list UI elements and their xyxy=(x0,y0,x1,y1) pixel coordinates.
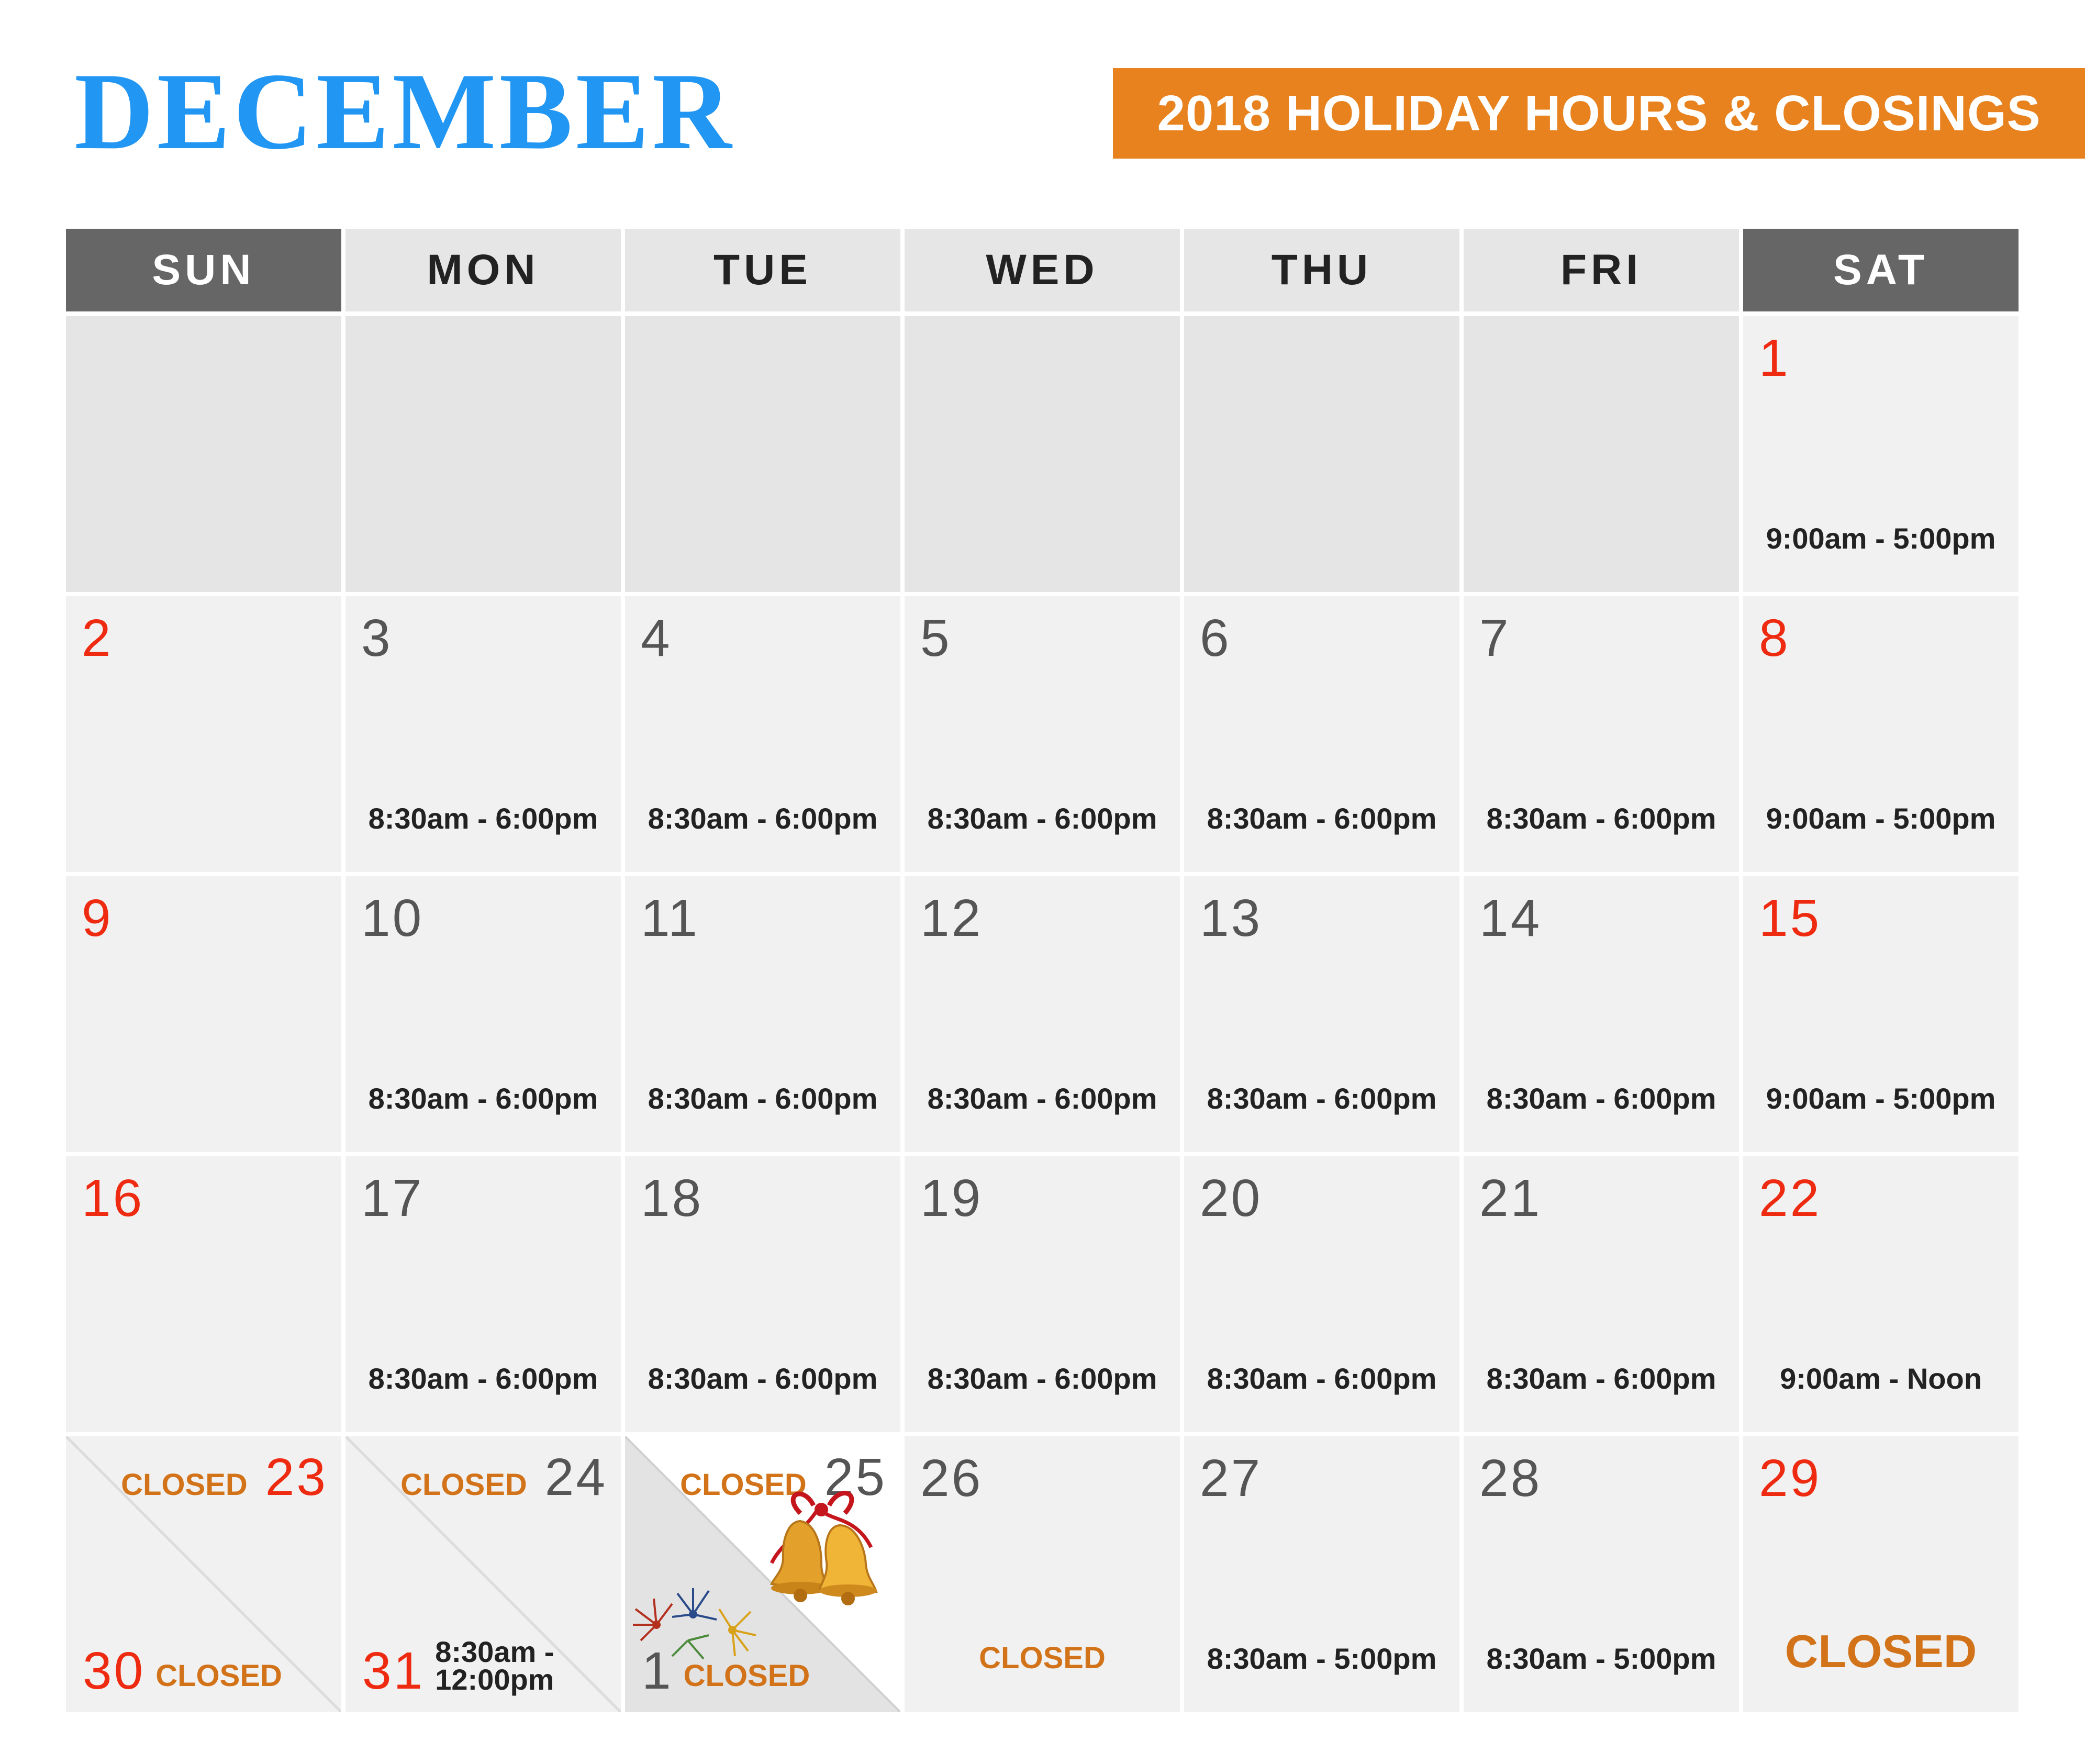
day-number: 22 xyxy=(1759,1169,1822,1227)
day-hours: 8:30am - 6:00pm xyxy=(927,1082,1157,1115)
hours-line-2: 12:00pm xyxy=(435,1662,554,1696)
day-number: 1 xyxy=(642,1642,673,1700)
day-number: 14 xyxy=(1479,889,1542,947)
header-mon: MON xyxy=(345,229,621,311)
day-hours: 8:30am - 6:00pm xyxy=(1486,802,1716,835)
day-cell-dec-12 xyxy=(905,876,1180,1152)
day-hours: 8:30am - 6:00pm xyxy=(1486,1082,1716,1115)
day-number: 4 xyxy=(641,609,672,667)
day-cell-dec-1 xyxy=(1743,316,2019,592)
day-hours: 9:00am - 5:00pm xyxy=(1766,1082,1996,1115)
day-cell-dec-14 xyxy=(1464,876,1739,1152)
day-hours: 8:30am - 5:00pm xyxy=(1207,1642,1437,1675)
split-cell-dec-24-31 xyxy=(345,1436,621,1712)
day-cell-dec-10 xyxy=(345,876,621,1152)
christmas-bells-icon xyxy=(751,1484,891,1618)
day-number: 2 xyxy=(82,609,113,667)
header-fri: FRI xyxy=(1464,229,1739,311)
day-cell-dec-5 xyxy=(905,596,1180,872)
month-title: DECEMBER xyxy=(74,51,735,172)
holiday-banner: 2018 HOLIDAY HOURS & CLOSINGS xyxy=(1113,68,2085,159)
day-number: 1 xyxy=(1759,329,1790,387)
day-number: 20 xyxy=(1200,1169,1263,1227)
empty-day-cell xyxy=(905,316,1180,592)
day-cell-dec-21 xyxy=(1464,1156,1739,1432)
split-top-section xyxy=(121,1448,328,1506)
day-number: 8 xyxy=(1759,609,1790,667)
day-cell-dec-27 xyxy=(1184,1436,1459,1712)
day-hours: 8:30am - 6:00pm xyxy=(648,1082,878,1115)
day-cell-dec-9 xyxy=(66,876,341,1152)
closed-label: CLOSED xyxy=(400,1468,527,1502)
day-hours: 8:30am - 6:00pm xyxy=(368,802,598,835)
day-number: 15 xyxy=(1759,889,1822,947)
day-cell-dec-11 xyxy=(625,876,900,1152)
day-cell-dec-15 xyxy=(1743,876,2019,1152)
day-cell-dec-16 xyxy=(66,1156,341,1432)
day-cell-dec-20 xyxy=(1184,1156,1459,1432)
split-cell-dec-23-30 xyxy=(66,1436,341,1712)
day-hours: 9:00am - 5:00pm xyxy=(1766,802,1996,835)
day-hours: 8:30am - 6:00pm xyxy=(1207,802,1437,835)
header-wed: WED xyxy=(905,229,1180,311)
header-thu: THU xyxy=(1184,229,1459,311)
day-number: 28 xyxy=(1479,1449,1542,1508)
day-number: 7 xyxy=(1479,609,1511,667)
day-hours xyxy=(435,1635,554,1696)
day-hours: 9:00am - Noon xyxy=(1780,1362,1982,1395)
day-cell-dec-22 xyxy=(1743,1156,2019,1432)
empty-day-cell xyxy=(345,316,621,592)
day-number: 19 xyxy=(920,1169,983,1227)
day-number: 26 xyxy=(920,1449,983,1508)
day-cell-dec-19 xyxy=(905,1156,1180,1432)
day-cell-dec-17 xyxy=(345,1156,621,1432)
day-number: 25 xyxy=(824,1448,887,1506)
day-cell-dec-7 xyxy=(1464,596,1739,872)
day-hours: 9:00am - 5:00pm xyxy=(1766,522,1996,555)
day-number: 17 xyxy=(361,1169,424,1227)
day-number: 3 xyxy=(361,609,393,667)
day-number: 27 xyxy=(1200,1449,1263,1508)
day-number: 23 xyxy=(265,1448,328,1506)
day-cell-dec-28 xyxy=(1464,1436,1739,1712)
day-hours: 8:30am - 6:00pm xyxy=(648,802,878,835)
day-number: 12 xyxy=(920,889,983,947)
day-number: 13 xyxy=(1200,889,1263,947)
day-hours: 8:30am - 5:00pm xyxy=(1486,1642,1716,1675)
day-cell-dec-6 xyxy=(1184,596,1459,872)
day-number: 24 xyxy=(544,1448,607,1506)
day-number: 16 xyxy=(82,1169,144,1227)
header-tue: TUE xyxy=(625,229,900,311)
closed-label: CLOSED xyxy=(680,1468,807,1502)
day-cell-dec-4 xyxy=(625,596,900,872)
day-number: 10 xyxy=(361,889,424,947)
day-hours: 8:30am - 6:00pm xyxy=(1486,1362,1716,1395)
closed-label: CLOSED xyxy=(979,1641,1106,1675)
day-hours: 8:30am - 6:00pm xyxy=(648,1362,878,1395)
day-hours: 8:30am - 6:00pm xyxy=(1207,1362,1437,1395)
split-bottom-section xyxy=(362,1635,554,1700)
day-number: 11 xyxy=(641,889,699,947)
day-hours: 8:30am - 6:00pm xyxy=(368,1362,598,1395)
day-cell-dec-8 xyxy=(1743,596,2019,872)
split-bottom-section xyxy=(642,1642,810,1700)
day-number: 6 xyxy=(1200,609,1231,667)
empty-day-cell xyxy=(1464,316,1739,592)
empty-day-cell xyxy=(1184,316,1459,592)
empty-day-cell xyxy=(625,316,900,592)
split-top-section xyxy=(400,1448,607,1506)
day-cell-dec-13 xyxy=(1184,876,1459,1152)
day-hours: 8:30am - 6:00pm xyxy=(368,1082,598,1115)
day-hours: 8:30am - 6:00pm xyxy=(927,802,1157,835)
day-cell-dec-18 xyxy=(625,1156,900,1432)
day-hours: 8:30am - 6:00pm xyxy=(927,1362,1157,1395)
day-number: 31 xyxy=(362,1642,425,1700)
header-sat: SAT xyxy=(1743,229,2019,311)
day-cell-dec-26 xyxy=(905,1436,1180,1712)
day-cell-dec-2 xyxy=(66,596,341,872)
day-number: 18 xyxy=(641,1169,704,1227)
empty-day-cell xyxy=(66,316,341,592)
split-cell-dec-25-jan-1 xyxy=(625,1436,900,1712)
day-cell-dec-3 xyxy=(345,596,621,872)
closed-label: CLOSED xyxy=(121,1468,248,1502)
closed-label: CLOSED xyxy=(683,1659,810,1693)
day-cell-dec-29 xyxy=(1743,1436,2019,1712)
day-number: 21 xyxy=(1479,1169,1542,1227)
day-number: 29 xyxy=(1759,1449,1822,1508)
closed-label: CLOSED xyxy=(155,1659,282,1693)
day-number: 5 xyxy=(920,609,952,667)
day-number: 30 xyxy=(83,1642,146,1700)
day-number: 9 xyxy=(82,889,113,947)
day-hours: 8:30am - 6:00pm xyxy=(1207,1082,1437,1115)
hours-line-1: 8:30am - xyxy=(435,1635,554,1668)
split-bottom-section xyxy=(83,1642,282,1700)
closed-label: CLOSED xyxy=(1785,1625,1977,1677)
header-sun: SUN xyxy=(66,229,341,311)
